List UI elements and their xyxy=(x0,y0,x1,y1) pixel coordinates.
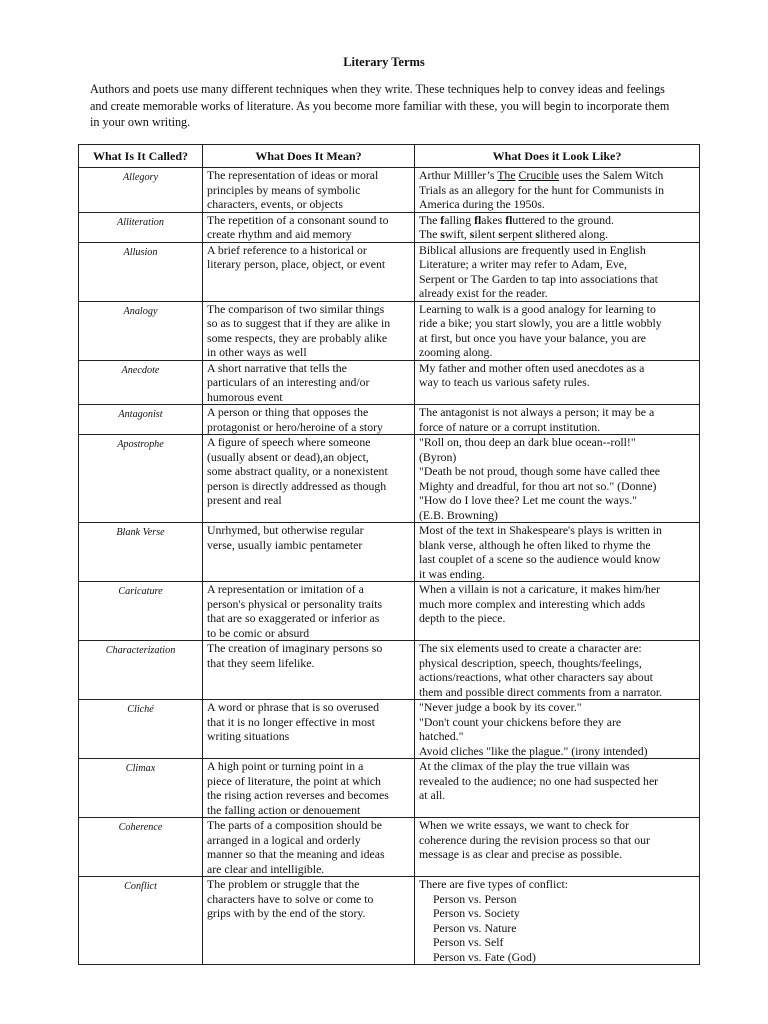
cell-line: Serpent or The Garden to tap into associations that xyxy=(419,271,658,286)
literary-terms-table xyxy=(78,144,700,965)
cell-line: physical description, speech, thoughts/feelings, xyxy=(419,655,642,670)
cell-line: "Roll on, thou deep an dark blue ocean--roll!" xyxy=(419,435,636,449)
table-row xyxy=(79,523,700,582)
cell-line: characters, events, or objects xyxy=(207,197,343,211)
example-cell xyxy=(415,301,700,360)
cell-line: message is as clear and precise as possible. xyxy=(419,847,623,861)
cell-line: A representation or imitation of a xyxy=(207,582,364,596)
cell-line: person's physical or personality traits xyxy=(207,596,383,611)
cell-line: America during the 1950s. xyxy=(419,197,545,211)
term-cell: Climax xyxy=(79,759,203,818)
term-cell: Conflict xyxy=(79,877,203,965)
cell-line: person is directly addressed as though xyxy=(207,478,387,493)
cell-line: Literature; a writer may refer to Adam, Eve, xyxy=(419,257,627,271)
cell-line: Mighty and dreadful, for thou art not so." (Donne) xyxy=(419,478,657,493)
cell-line: protagonist or hero/heroine of a story xyxy=(207,419,383,434)
cell-line: A brief reference to a historical or xyxy=(207,242,367,257)
cell-line: Trials as an allegory for the hunt for Communists in xyxy=(419,182,664,197)
cell-line: The antagonist is not always a person; it may be a xyxy=(419,405,655,419)
cell-line: the rising action reverses and becomes xyxy=(207,788,389,802)
table-row xyxy=(79,360,700,405)
cell-line: verse, usually iambic pentameter xyxy=(207,537,363,552)
cell-line: literary person, place, object, or event xyxy=(207,257,386,271)
cell-line: "Death be not proud, though some have called thee xyxy=(419,464,661,478)
cell-line: Avoid cliches "like the plague." (irony intended) xyxy=(419,743,648,758)
cell-line: Person vs. Person xyxy=(433,891,517,906)
meaning-cell xyxy=(203,818,415,877)
cell-line: Person vs. Fate (God) xyxy=(433,949,536,964)
term-cell: Allegory xyxy=(79,168,203,213)
cell-line: the falling action or denouement xyxy=(207,802,361,817)
header-meaning: What Does It Mean? xyxy=(203,145,415,168)
meaning-cell xyxy=(203,877,415,965)
cell-line: When a villain is not a caricature, it makes him/her xyxy=(419,582,661,596)
cell-line: The creation of imaginary persons so xyxy=(207,641,383,655)
cell-line: grips with by the end of the story. xyxy=(207,906,366,920)
meaning-cell xyxy=(203,582,415,641)
cell-line: Learning to walk is a good analogy for learning to xyxy=(419,301,656,316)
meaning-cell xyxy=(203,301,415,360)
cell-line: There are five types of conflict: xyxy=(419,877,569,891)
meaning-cell xyxy=(203,405,415,435)
cell-line: them and possible direct comments from a narrator. xyxy=(419,684,663,699)
cell-line: (E.B. Browning) xyxy=(419,507,498,522)
cell-line: are clear and intelligible. xyxy=(207,861,325,876)
cell-line: already exist for the reader. xyxy=(419,286,548,300)
cell-line: The six elements used to create a character are: xyxy=(419,641,642,655)
example-cell xyxy=(415,759,700,818)
term-cell: Allusion xyxy=(79,242,203,301)
meaning-cell xyxy=(203,700,415,759)
term-cell: Anecdote xyxy=(79,360,203,405)
cell-line: at all. xyxy=(419,788,446,802)
cell-line: that it is no longer effective in most xyxy=(207,714,375,729)
table-row xyxy=(79,212,700,242)
meaning-cell xyxy=(203,641,415,700)
table-row xyxy=(79,168,700,213)
example-cell xyxy=(415,242,700,301)
example-cell xyxy=(415,435,700,523)
cell-line: principles by means of symbolic xyxy=(207,182,361,197)
meaning-cell xyxy=(203,212,415,242)
cell-line: blank verse, although he often liked to rhyme the xyxy=(419,537,651,552)
cell-line: coherence during the revision process so that our xyxy=(419,832,650,847)
cell-line: A short narrative that tells the xyxy=(207,360,347,375)
cell-line: ride a bike; you start slowly, you are a little wobbly xyxy=(419,316,662,330)
term-cell: Blank Verse xyxy=(79,523,203,582)
cell-line: The repetition of a consonant sound to xyxy=(207,212,389,227)
table-row xyxy=(79,700,700,759)
cell-line: create rhythm and aid memory xyxy=(207,227,352,241)
table-row xyxy=(79,301,700,360)
term-cell: Alliteration xyxy=(79,212,203,242)
cell-line: so as to suggest that if they are alike in xyxy=(207,316,391,330)
table-row xyxy=(79,641,700,700)
cell-line: A figure of speech where someone xyxy=(207,435,371,449)
intro-paragraph: Authors and poets use many different techniques when they write. These techniques help to convey ideas and feelings and create memorable works of literature. As you become more familiar with these, you will begin to incorporate them in your own writing. xyxy=(90,82,670,129)
cell-line: When we write essays, we want to check for xyxy=(419,818,629,832)
cell-line: actions/reactions, what other characters say about xyxy=(419,670,653,684)
meaning-cell xyxy=(203,242,415,301)
cell-line: "Never judge a book by its cover." xyxy=(419,700,582,714)
header-term: What Is It Called? xyxy=(79,145,203,168)
example-cell xyxy=(415,641,700,700)
cell-line: Arthur Milller’s The Crucible uses the Salem Witch xyxy=(419,168,664,182)
cell-line: "How do I love thee? Let me count the ways." xyxy=(419,493,637,507)
cell-line: Person vs. Self xyxy=(433,935,504,949)
cell-line: in other ways as well xyxy=(207,345,307,359)
cell-line: to be comic or absurd xyxy=(207,625,310,640)
cell-line: A word or phrase that is so overused xyxy=(207,700,380,714)
cell-line: that they seem lifelike. xyxy=(207,655,315,670)
cell-line: At the climax of the play the true villain was xyxy=(419,759,630,773)
example-cell xyxy=(415,212,700,242)
cell-line: some respects, they are probably alike xyxy=(207,330,388,345)
cell-line: Unrhymed, but otherwise regular xyxy=(207,523,364,537)
cell-line: manner so that the meaning and ideas xyxy=(207,847,385,861)
cell-line: force of nature or a corrupt institution. xyxy=(419,419,601,434)
term-cell: Characterization xyxy=(79,641,203,700)
example-cell xyxy=(415,877,700,965)
table-row xyxy=(79,405,700,435)
example-cell xyxy=(415,360,700,405)
header-example: What Does it Look Like? xyxy=(415,145,700,168)
cell-line: that are so exaggerated or inferior as xyxy=(207,611,380,625)
cell-line: hatched." xyxy=(419,729,464,743)
cell-line: The swift, silent serpent slithered along. xyxy=(419,227,609,241)
term-cell: Apostrophe xyxy=(79,435,203,523)
term-cell: Caricature xyxy=(79,582,203,641)
cell-line: "Don't count your chickens before they are xyxy=(419,714,622,729)
cell-line: much more complex and interesting which adds xyxy=(419,596,646,611)
cell-line: My father and mother often used anecdotes as a xyxy=(419,360,645,375)
cell-line: The problem or struggle that the xyxy=(207,877,360,891)
cell-line: writing situations xyxy=(207,729,290,743)
cell-line: way to teach us various safety rules. xyxy=(419,375,590,389)
page-title: Literary Terms xyxy=(343,55,425,69)
example-cell xyxy=(415,700,700,759)
meaning-cell xyxy=(203,168,415,213)
table-row xyxy=(79,582,700,641)
cell-line: revealed to the audience; no one had suspected her xyxy=(419,773,659,788)
table-row xyxy=(79,435,700,523)
cell-line: Biblical allusions are frequently used in English xyxy=(419,242,646,257)
cell-line: humorous event xyxy=(207,389,283,404)
cell-line: present and real xyxy=(207,493,282,507)
cell-line: A high point or turning point in a xyxy=(207,759,364,773)
cell-line: particulars of an interesting and/or xyxy=(207,375,370,389)
cell-line: last couplet of a scene so the audience would know xyxy=(419,552,661,566)
example-cell xyxy=(415,523,700,582)
cell-line: Person vs. Nature xyxy=(433,920,517,935)
table-row xyxy=(79,759,700,818)
cell-line: characters have to solve or come to xyxy=(207,891,374,906)
example-cell xyxy=(415,582,700,641)
cell-line: at first, but once you have your balance, you are xyxy=(419,330,647,345)
cell-line: The parts of a composition should be xyxy=(207,818,382,832)
cell-line: depth to the piece. xyxy=(419,611,506,625)
cell-line: it was ending. xyxy=(419,566,485,581)
cell-line: Most of the text in Shakespeare's plays is written in xyxy=(419,523,662,537)
meaning-cell xyxy=(203,759,415,818)
table-row xyxy=(79,242,700,301)
term-cell: Analogy xyxy=(79,301,203,360)
meaning-cell xyxy=(203,435,415,523)
term-cell: Coherence xyxy=(79,818,203,877)
cell-line: (usually absent or dead),an object, xyxy=(207,449,369,464)
term-cell: Antagonist xyxy=(79,405,203,435)
cell-line: piece of literature, the point at which xyxy=(207,773,381,788)
cell-line: arranged in a logical and orderly xyxy=(207,832,361,847)
table-header-row xyxy=(79,145,700,168)
example-cell xyxy=(415,818,700,877)
cell-line: (Byron) xyxy=(419,449,457,464)
cell-line: The comparison of two similar things xyxy=(207,301,385,316)
cell-line: some abstract quality, or a nonexistent xyxy=(207,464,388,478)
table-row xyxy=(79,818,700,877)
example-cell xyxy=(415,405,700,435)
meaning-cell xyxy=(203,360,415,405)
example-cell xyxy=(415,168,700,213)
cell-line: A person or thing that opposes the xyxy=(207,405,369,419)
meaning-cell xyxy=(203,523,415,582)
cell-line: The representation of ideas or moral xyxy=(207,168,379,182)
cell-line: zooming along. xyxy=(419,345,493,359)
cell-line: Person vs. Society xyxy=(433,906,520,920)
cell-line: The falling flakes fluttered to the ground. xyxy=(419,212,614,227)
table-row xyxy=(79,877,700,965)
term-cell: Cliché xyxy=(79,700,203,759)
